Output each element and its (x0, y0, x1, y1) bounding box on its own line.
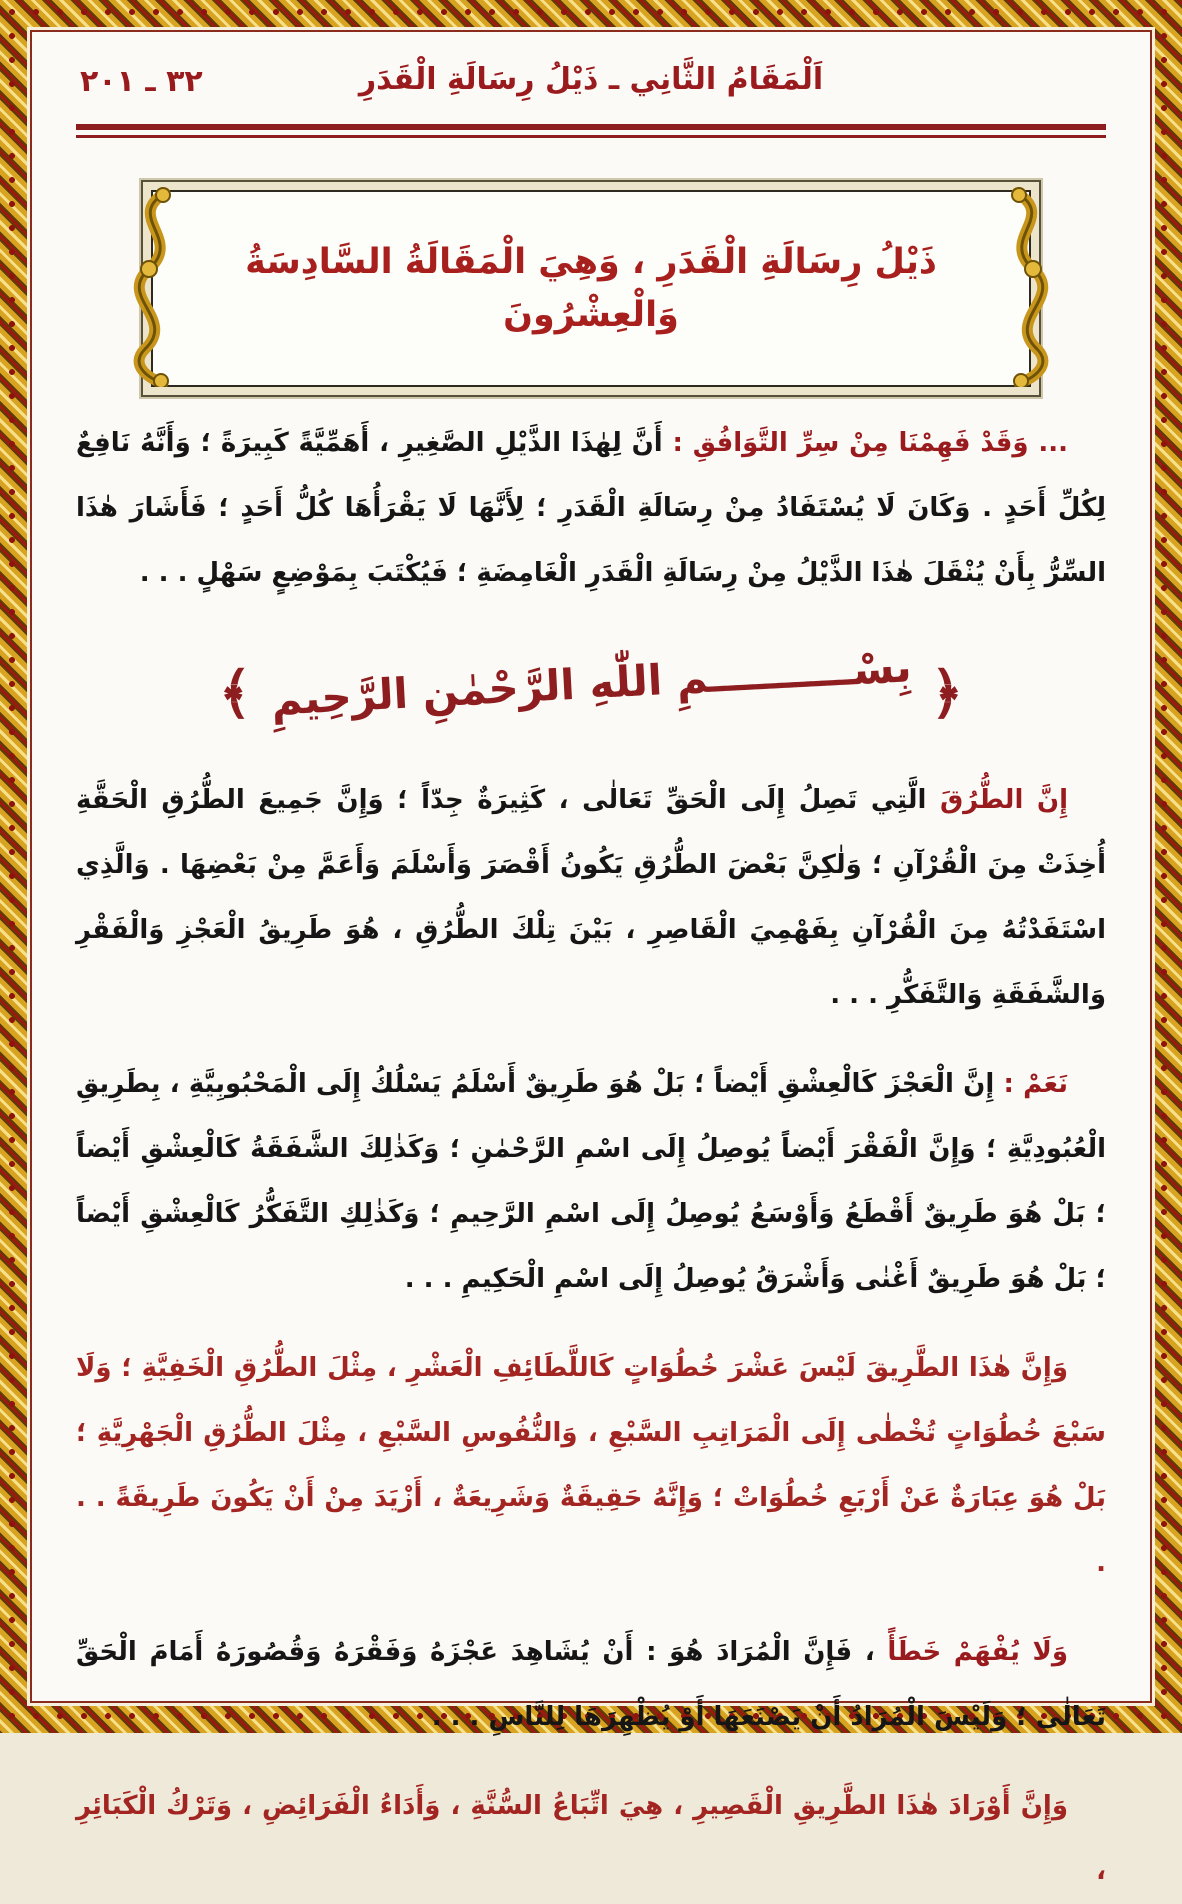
paragraph-body: إِنَّ الْعَجْزَ كَالْعِشْقِ أَيْضاً ؛ بَلْ هُوَ طَرِيقٌ أَسْلَمُ يَسْلُكُ إِلَى الْمَحْبُوبِيَّةِ ، بِطَرِيقِ الْعُبُودِيَّةِ ؛ وَإِنَّ الْفَقْرَ أَيْضاً يُوصِلُ إِلَى اسْمِ الرَّحْمٰنِ ؛ وَكَذٰلِكَ الشَّفَقَةُ كَالْعِشْقِ أَيْضاً ؛ بَلْ هُوَ طَرِيقٌ أَقْطَعُ وَأَوْسَعُ يُوصِلُ إِلَى اسْمِ الرَّحِيمِ ؛ وَكَذٰلِكِ التَّفَكُّرُ كَالْعِشْقِ أَيْضاً ؛ بَلْ هُوَ طَرِيقٌ أَغْنٰى وَأَشْرَقُ يُوصِلُ إِلَى اسْمِ الْحَكِيمِ . . . (76, 1069, 1106, 1294)
flourish-icon (105, 187, 197, 391)
paragraph-lead: وَلَا يُفْهَمْ خَطَأً (874, 1637, 1068, 1667)
paragraph (76, 1620, 1106, 1750)
paragraph-body: الَّتِي تَصِلُ إِلَى الْحَقِّ تَعَالٰى ، كَثِيرَةٌ جِدّاً ؛ وَإِنَّ جَمِيعَ الطُّرُقِ الْحَقَّةِ أُخِذَتْ مِنَ الْقُرْآنِ ؛ وَلٰكِنَّ بَعْضَ الطُّرُقِ يَكُونُ أَقْصَرَ وَأَسْلَمَ وَأَعَمَّ مِنْ بَعْضِهَا . وَالَّذِي اسْتَفَدْتُهُ مِنَ الْقُرْآنِ بِفَهْمِيَ الْقَاصِرِ ، بَيْنَ تِلْكَ الطُّرُقِ ، هُوَ طَرِيقُ الْعَجْزِ وَالْفَقْرِ وَالشَّفَقَةِ وَالتَّفَكُّرِ . . . (76, 785, 1106, 1010)
chapter-title: ذَيْلُ رِسَالَةِ الْقَدَرِ ، وَهِيَ الْمَقَالَةُ السَّادِسَةُ وَالْعِشْرُونَ (245, 242, 937, 335)
ornate-bracket-close-icon: ﴾ (218, 660, 252, 726)
page-content (32, 32, 1150, 1886)
chapter-title-frame (151, 190, 1031, 387)
paragraph-body: أَنَّ لِهٰذَا الذَّيْلِ الصَّغِيرِ ، أَهَمِّيَّةً كَبِيرَةً ؛ وَأَنَّهُ نَافِعٌ لِكُلِّ أَحَدٍ . وَكَانَ لَا يُسْتَفَادُ مِنْ رِسَالَةِ الْقَدَرِ ؛ لِأَنَّهَا لَا يَقْرَأُهَا كُلُّ أَحَدٍ ؛ فَأَشَارَ هٰذَا السِّرُّ بِأَنْ يُنْقَلَ هٰذَا الذَّيْلُ مِنْ رِسَالَةِ الْقَدَرِ الْغَامِضَةِ ؛ فَيُكْتَبَ بِمَوْضِعٍ سَهْلٍ . . . (76, 428, 1106, 588)
paragraph-lead: وَإِنَّ أَوْرَادَ هٰذَا الطَّرِيقِ الْقَصِيرِ ، هِيَ اتِّبَاعُ السُّنَّةِ ، وَأَدَاءُ الْفَرَائِضِ ، وَتَرْكُ الْكَبَائِرِ ، (76, 1791, 1106, 1886)
paragraph-lead: وَإِنَّ هٰذَا الطَّرِيقَ لَيْسَ عَشْرَ خُطُوَاتٍ كَاللَّطَائِفِ الْعَشْرِ ، مِثْلَ الطُّرُقِ الْخَفِيَّةِ ؛ وَلَا سَبْعَ خُطُوَاتٍ تُخْطٰى إِلَى الْمَرَاتِبِ السَّبْعِ ، وَالنُّفُوسِ السَّبْعِ ، مِثْلَ الطُّرُقِ الْجَهْرِيَّةِ ؛ بَلْ هُوَ عِبَارَةٌ عَنْ أَرْبَعِ خُطُوَاتْ ؛ وَإِنَّهُ حَقِيقَةٌ وَشَرِيعَةٌ ، أَزْيَدَ مِنْ أَنْ يَكُونَ طَرِيقَةً . . . (76, 1353, 1106, 1578)
basmala-calligraphy (76, 624, 1106, 744)
paragraph (76, 768, 1106, 1028)
running-head-title: اَلْمَقَامُ الثَّانِي ـ ذَيْلُ رِسَالَةِ الْقَدَرِ (358, 62, 824, 97)
flourish-icon (985, 187, 1077, 391)
paragraph (76, 1774, 1106, 1904)
paragraph-body: ، فَإِنَّ الْمُرَادَ هُوَ : أَنْ يُشَاهِدَ عَجْزَهُ وَفَقْرَهُ وَقُصُورَهُ أَمَامَ الْحَقِّ تَعَالٰى ؛ وَلَيْسَ الْمُرَادُ أَنْ يَصْنَعَهَا أَوْ يُظْهِرَهَا لِلنَّاسِ . . . (76, 1637, 1106, 1732)
basmala-text: بِسْــــــــــمِ اللّٰهِ الرَّحْمٰنِ الرَّحِيمِ (269, 642, 913, 725)
header-divider-rule (76, 124, 1106, 138)
paragraph-lead: نَعَمْ : (994, 1069, 1068, 1099)
page-panel (30, 30, 1152, 1886)
paragraph (76, 1336, 1106, 1596)
paragraph-lead: ... وَقَدْ فَهِمْنَا مِنْ سِرِّ التَّوَافُقِ : (662, 428, 1068, 458)
ornate-bracket-open-icon: ﴿ (930, 660, 964, 726)
paragraph (76, 1052, 1106, 1312)
paragraph (76, 411, 1106, 606)
page-header (76, 56, 1106, 114)
chapter-title-box (151, 190, 1031, 387)
paragraph-lead: إِنَّ الطُّرُقَ (926, 785, 1068, 815)
page-number: ٣٢ ـ ٢٠١ (80, 64, 203, 99)
